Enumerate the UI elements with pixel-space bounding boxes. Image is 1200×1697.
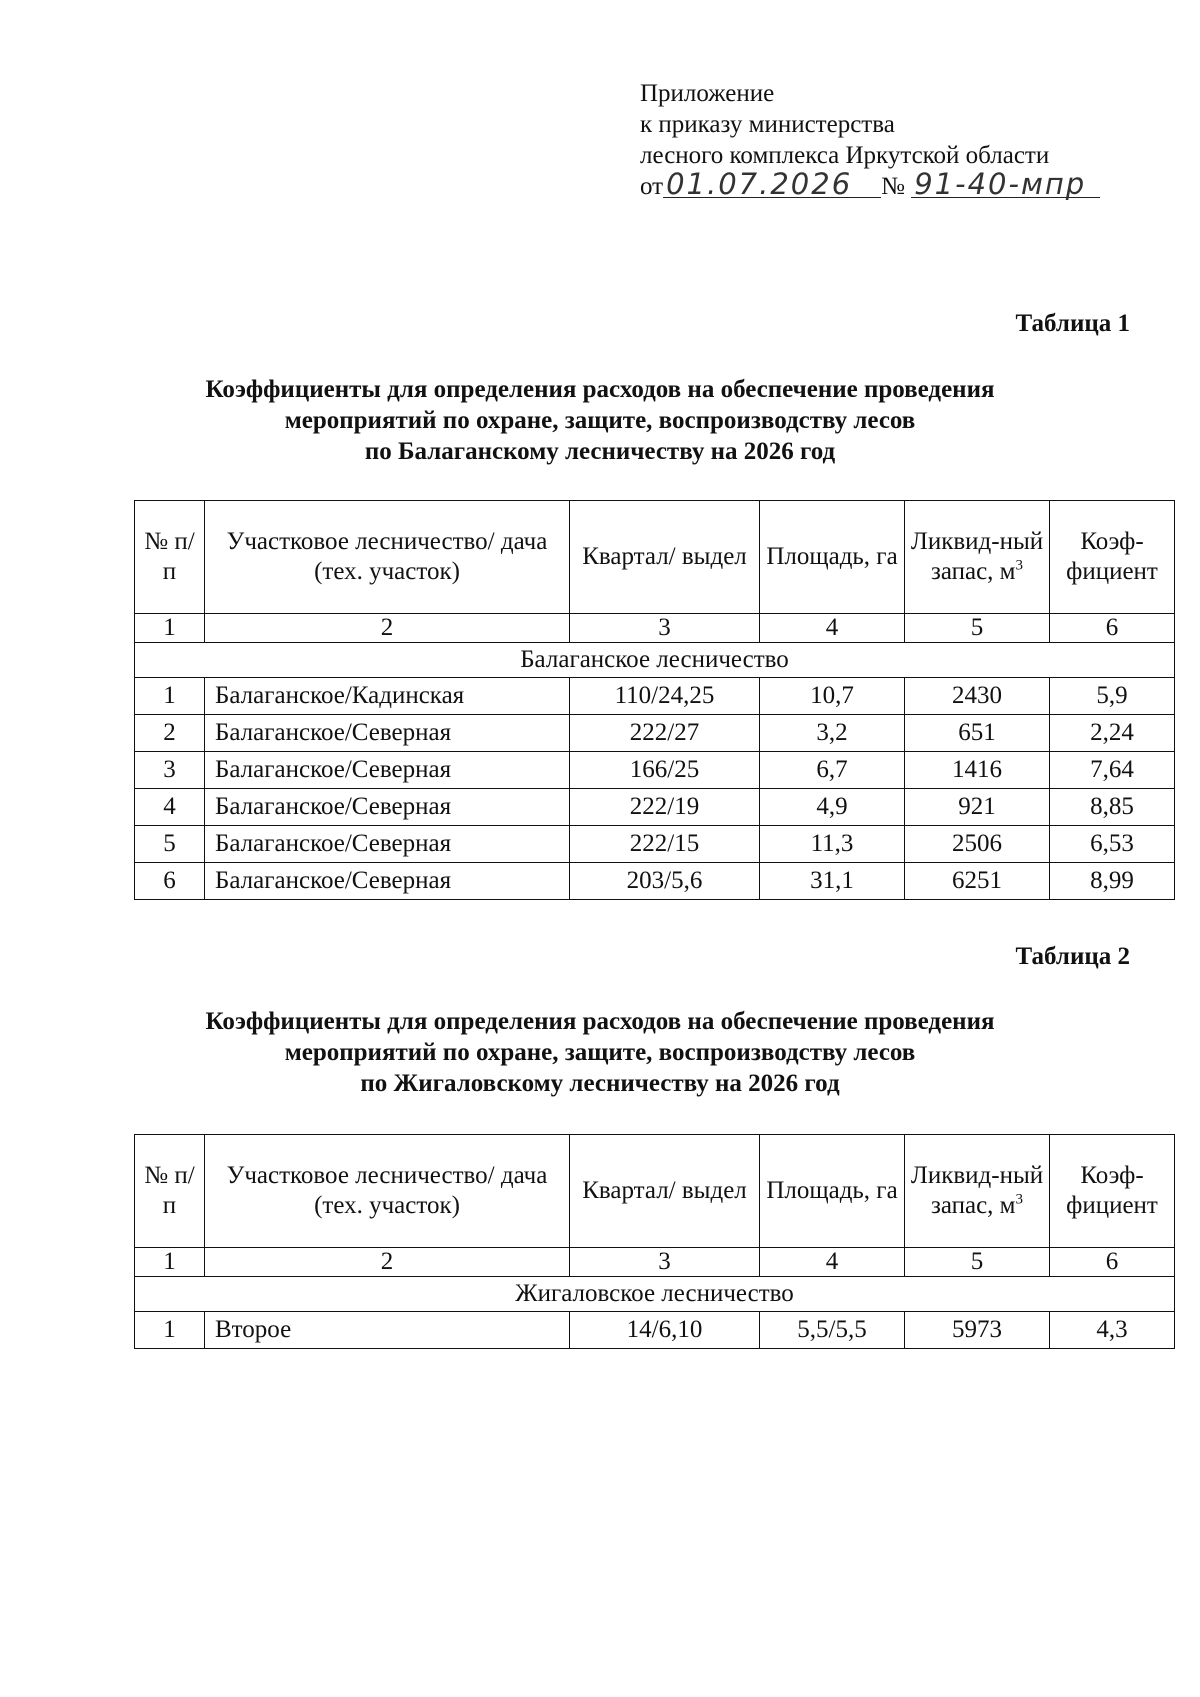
table1-title-line2: мероприятий по охране, защите, воспроизводству лесов — [284, 407, 916, 434]
table2-column-numbers — [135, 1248, 1175, 1277]
table-row — [135, 826, 1175, 863]
col-number: 1 — [135, 614, 205, 643]
table1-section-row — [135, 643, 1175, 678]
table2-section-row — [135, 1277, 1175, 1312]
table1-title — [0, 374, 1200, 467]
cell-forestry: Балаганское/Северная — [205, 826, 570, 863]
cell-forestry: Балаганское/Северная — [205, 752, 570, 789]
cell-area: 31,1 — [760, 863, 905, 900]
cell-coef: 4,3 — [1050, 1312, 1175, 1349]
cell-stock: 1416 — [905, 752, 1050, 789]
cell-number: 2 — [135, 715, 205, 752]
table1-label: Таблица 1 — [1015, 310, 1130, 337]
cell-area: 5,5/5,5 — [760, 1312, 905, 1349]
table-row — [135, 752, 1175, 789]
handwritten-date: 01.07.2026 — [663, 171, 881, 198]
table2-title-line2: мероприятий по охране, защите, воспроизводству лесов — [284, 1039, 916, 1066]
col-header-stock-text: Ликвид-ный запас, м — [910, 528, 1044, 585]
col-number: 2 — [205, 614, 570, 643]
cell-area: 6,7 — [760, 752, 905, 789]
cell-number: 1 — [135, 678, 205, 715]
col-header-forestry: Участковое лесничество/ дача (тех. участок) — [205, 501, 570, 614]
col-number: 6 — [1050, 614, 1175, 643]
table2-title — [0, 1006, 1200, 1099]
col-number: 1 — [135, 1248, 205, 1277]
col-number: 5 — [905, 614, 1050, 643]
table-row — [135, 1312, 1175, 1349]
cell-coef: 6,53 — [1050, 826, 1175, 863]
table1-body — [135, 678, 1175, 900]
col-header-area: Площадь, га — [760, 501, 905, 614]
section-title: Балаганское лесничество — [135, 643, 1175, 678]
cell-block: 203/5,6 — [570, 863, 760, 900]
cell-stock: 6251 — [905, 863, 1050, 900]
cell-stock: 2506 — [905, 826, 1050, 863]
col-header-stock — [905, 1135, 1050, 1248]
col-number: 3 — [570, 614, 760, 643]
number-prefix: № — [881, 173, 905, 200]
cell-area: 10,7 — [760, 678, 905, 715]
cell-coef: 7,64 — [1050, 752, 1175, 789]
col-header-area: Площадь, га — [760, 1135, 905, 1248]
cell-number: 6 — [135, 863, 205, 900]
cell-stock: 5973 — [905, 1312, 1050, 1349]
handwritten-number: 91-40-мпр — [911, 171, 1100, 198]
cell-coef: 8,99 — [1050, 863, 1175, 900]
cell-forestry: Балаганское/Северная — [205, 789, 570, 826]
cell-area: 3,2 — [760, 715, 905, 752]
table2-body — [135, 1312, 1175, 1349]
table2-title-line3: по Жигаловскому лесничеству на 2026 год — [360, 1070, 840, 1097]
col-header-forestry: Участковое лесничество/ дача (тех. участок) — [205, 1135, 570, 1248]
col-header-stock — [905, 501, 1050, 614]
table2 — [134, 1134, 1175, 1349]
cell-number: 4 — [135, 789, 205, 826]
table-row — [135, 789, 1175, 826]
cell-forestry: Балаганское/Северная — [205, 863, 570, 900]
table2-header-row — [135, 1135, 1175, 1248]
header-line-3: лесного комплекса Иркутской области — [640, 142, 1050, 169]
table2-label: Таблица 2 — [1015, 943, 1130, 970]
col-header-coef: Коэф-фициент — [1050, 1135, 1175, 1248]
col-header-stock-text: Ликвид-ный запас, м — [910, 1162, 1044, 1219]
cell-stock: 651 — [905, 715, 1050, 752]
table-row — [135, 678, 1175, 715]
cell-block: 222/19 — [570, 789, 760, 826]
cell-block: 14/6,10 — [570, 1312, 760, 1349]
cell-area: 11,3 — [760, 826, 905, 863]
col-header-block: Квартал/ выдел — [570, 1135, 760, 1248]
approval-header — [640, 78, 1100, 202]
col-header-stock-sup: 3 — [1015, 557, 1024, 574]
col-header-number: № п/п — [135, 1135, 205, 1248]
cell-coef: 8,85 — [1050, 789, 1175, 826]
cell-forestry: Балаганское/Северная — [205, 715, 570, 752]
col-number: 4 — [760, 1248, 905, 1277]
cell-number: 5 — [135, 826, 205, 863]
table1-title-line3: по Балаганскому лесничеству на 2026 год — [364, 438, 836, 465]
col-number: 2 — [205, 1248, 570, 1277]
cell-number: 3 — [135, 752, 205, 789]
cell-stock: 2430 — [905, 678, 1050, 715]
cell-forestry: Балаганское/Кадинская — [205, 678, 570, 715]
col-number: 6 — [1050, 1248, 1175, 1277]
cell-block: 166/25 — [570, 752, 760, 789]
table2-title-line1: Коэффициенты для определения расходов на обеспечение проведения — [205, 1008, 995, 1035]
table1-column-numbers — [135, 614, 1175, 643]
header-line-1: Приложение — [640, 80, 775, 107]
cell-area: 4,9 — [760, 789, 905, 826]
col-header-stock-sup: 3 — [1015, 1191, 1024, 1208]
header-line-2: к приказу министерства — [640, 111, 895, 138]
col-number: 5 — [905, 1248, 1050, 1277]
section-title: Жигаловское лесничество — [135, 1277, 1175, 1312]
cell-number: 1 — [135, 1312, 205, 1349]
cell-block: 222/27 — [570, 715, 760, 752]
col-header-coef: Коэф-фициент — [1050, 501, 1175, 614]
col-number: 3 — [570, 1248, 760, 1277]
table-row — [135, 715, 1175, 752]
cell-coef: 5,9 — [1050, 678, 1175, 715]
cell-forestry: Второе — [205, 1312, 570, 1349]
col-header-number: № п/п — [135, 501, 205, 614]
cell-block: 110/24,25 — [570, 678, 760, 715]
table-row — [135, 863, 1175, 900]
table1-header-row — [135, 501, 1175, 614]
header-line-4 — [640, 167, 1100, 202]
col-number: 4 — [760, 614, 905, 643]
cell-stock: 921 — [905, 789, 1050, 826]
date-prefix: от — [640, 173, 664, 200]
table1-title-line1: Коэффициенты для определения расходов на обеспечение проведения — [205, 376, 995, 403]
cell-block: 222/15 — [570, 826, 760, 863]
cell-coef: 2,24 — [1050, 715, 1175, 752]
col-header-block: Квартал/ выдел — [570, 501, 760, 614]
table1 — [134, 500, 1175, 900]
